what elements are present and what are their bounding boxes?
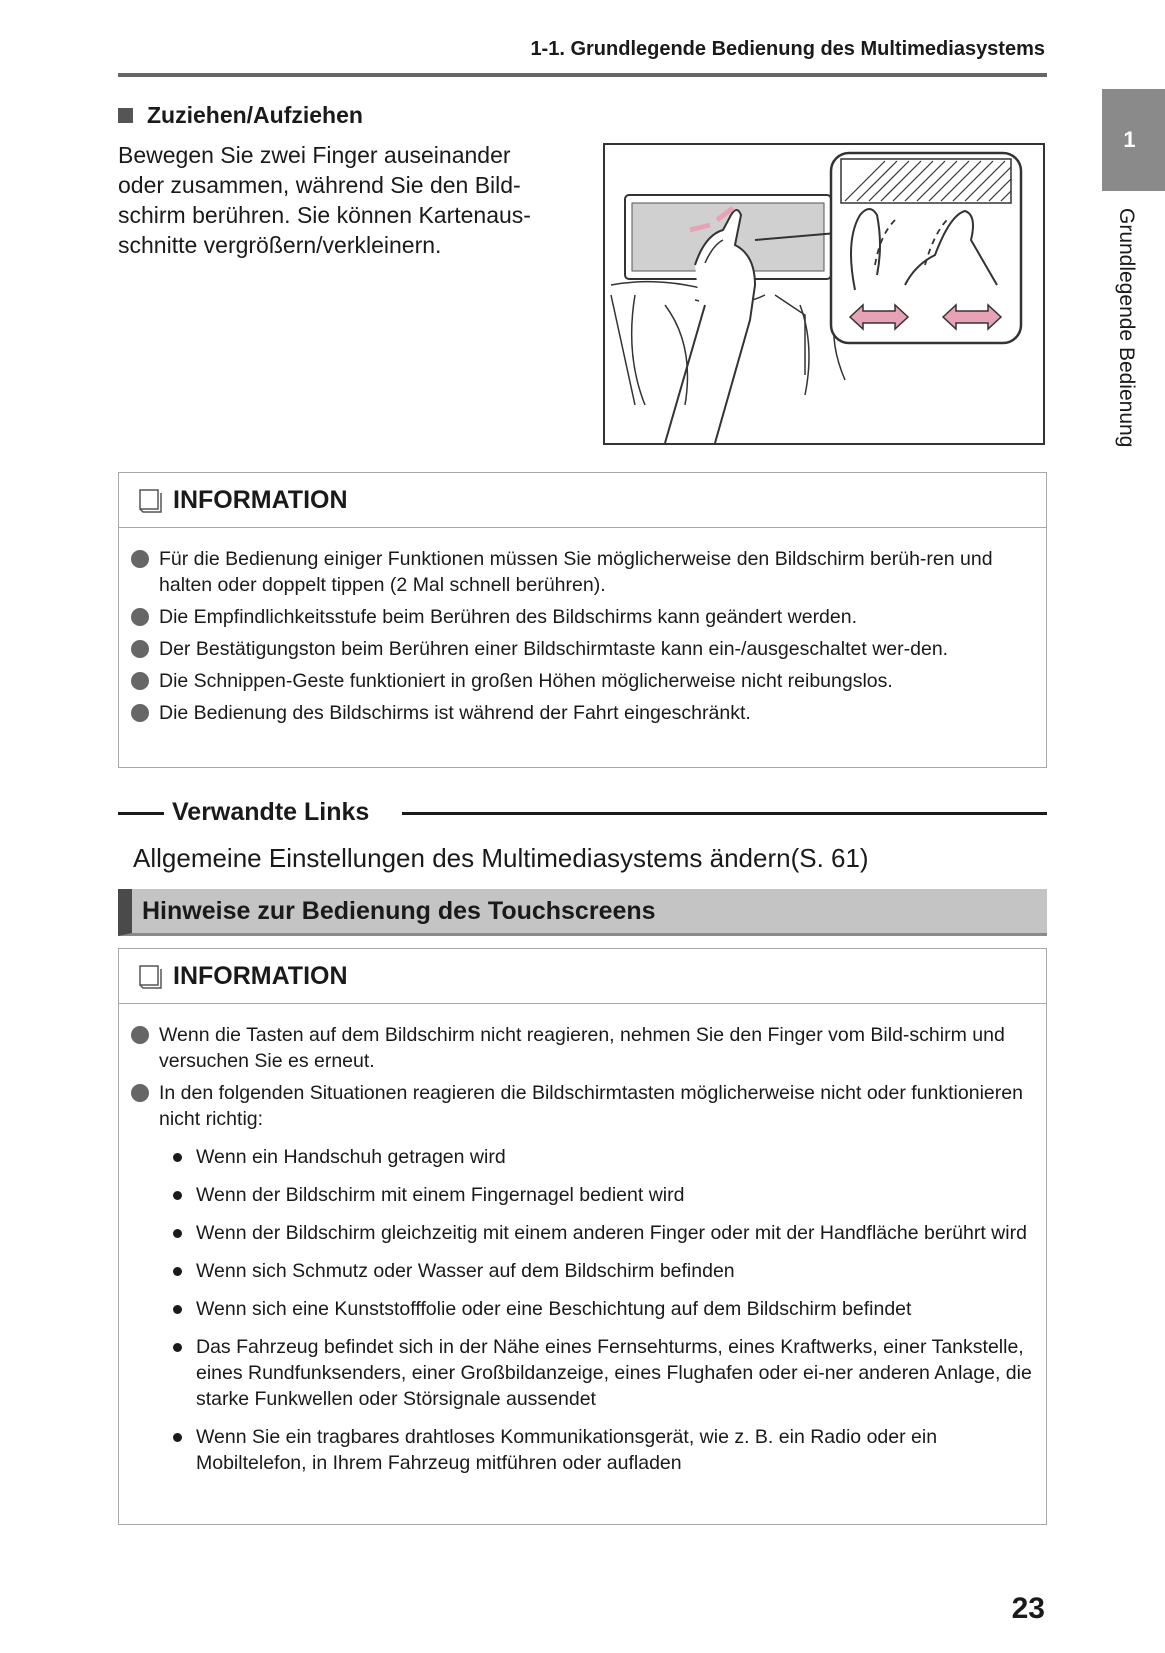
list-item-text: In den folgenden Situationen reagieren die Bildschirmtasten möglicherweise nicht oder funktionieren nicht richtig: — [159, 1082, 1023, 1130]
square-bullet-icon — [118, 108, 133, 123]
sub-list-item — [173, 1334, 1032, 1412]
pinch-gesture-illustration — [603, 143, 1045, 445]
bullet-dot-icon — [131, 704, 149, 722]
page-header-title: 1-1. Grundlegende Bedienung des Multimediasystems — [530, 38, 1045, 60]
list-item — [131, 636, 1032, 662]
sub-list-item — [173, 1296, 1032, 1322]
intro-line: oder zusammen, während Sie den Bild- — [118, 172, 521, 198]
small-bullet-icon — [173, 1153, 182, 1162]
links-rule-right — [402, 812, 1047, 815]
section-heading — [118, 102, 363, 129]
information-list — [119, 528, 1046, 742]
list-item — [131, 546, 1032, 598]
information-list — [119, 1004, 1046, 1486]
sub-list-item — [173, 1220, 1032, 1246]
list-item — [131, 604, 1032, 630]
touchscreen-section-heading: Hinweise zur Bedienung des Touchscreens — [118, 889, 1047, 936]
information-title: INFORMATION — [173, 961, 348, 990]
information-header — [119, 473, 1046, 528]
bullet-dot-icon — [131, 550, 149, 568]
intro-paragraph — [118, 140, 578, 260]
information-box-2 — [118, 948, 1047, 1525]
sub-list-item-text: Wenn der Bildschirm gleichzeitig mit einem anderen Finger oder mit der Handfläche berührt wird — [196, 1222, 1027, 1244]
sub-list-item-text: Wenn ein Handschuh getragen wird — [196, 1146, 506, 1168]
small-bullet-icon — [173, 1267, 182, 1276]
book-icon — [137, 487, 163, 513]
bullet-dot-icon — [131, 608, 149, 626]
related-link[interactable]: Allgemeine Einstellungen des Multimediasystems ändern(S. 61) — [133, 843, 869, 873]
list-item — [131, 1080, 1032, 1132]
sub-list-item-text: Wenn sich Schmutz oder Wasser auf dem Bildschirm befinden — [196, 1260, 735, 1282]
arm-outline — [665, 305, 705, 443]
sub-list-item — [173, 1182, 1032, 1208]
bullet-dot-icon — [131, 640, 149, 658]
list-item-text: Wenn die Tasten auf dem Bildschirm nicht reagieren, nehmen Sie den Finger vom Bild-schirm und versuchen Sie es erneut. — [159, 1024, 1005, 1072]
sub-list-item — [173, 1424, 1032, 1476]
bullet-dot-icon — [131, 1026, 149, 1044]
list-item — [131, 668, 1032, 694]
dashboard-line — [611, 295, 635, 405]
bullet-dot-icon — [131, 672, 149, 690]
small-bullet-icon — [173, 1191, 182, 1200]
list-item-text: Die Empfindlichkeitsstufe beim Berühren des Bildschirms kann geändert werden. — [159, 606, 858, 628]
list-item — [131, 700, 1032, 726]
bullet-dot-icon — [131, 1084, 149, 1102]
dashboard-line — [665, 305, 688, 405]
chapter-side-label: Grundlegende Bedienung — [1115, 208, 1138, 448]
chapter-tab: 1 — [1102, 89, 1165, 191]
sub-list-item-text: Wenn Sie ein tragbares drahtloses Kommunikationsgerät, wie z. B. ein Radio oder ein Mobiltelefon, in Ihrem Fahrzeug mitführen oder aufladen — [196, 1426, 938, 1474]
page-number: 23 — [1011, 1592, 1045, 1625]
intro-line: schnitte vergrößern/verkleinern. — [118, 232, 442, 258]
links-rule-left — [118, 812, 164, 815]
header-divider — [118, 73, 1047, 77]
section-heading-text: Zuziehen/Aufziehen — [147, 102, 363, 128]
information-header — [119, 949, 1046, 1004]
sub-list-item — [173, 1144, 1032, 1170]
related-links-title: Verwandte Links — [172, 798, 370, 826]
dashboard-line — [632, 295, 645, 405]
sub-list-item-text: Wenn sich eine Kunststofffolie oder eine Beschichtung auf dem Bildschirm befindet — [196, 1298, 912, 1320]
small-bullet-icon — [173, 1433, 182, 1442]
list-item — [131, 1022, 1032, 1074]
pinch-illustration-svg — [605, 145, 1043, 443]
small-bullet-icon — [173, 1343, 182, 1352]
intro-line: schirm berühren. Sie können Kartenaus- — [118, 202, 531, 228]
small-bullet-icon — [173, 1305, 182, 1314]
information-title: INFORMATION — [173, 485, 348, 514]
book-icon — [137, 963, 163, 989]
sub-list-item-text: Wenn der Bildschirm mit einem Fingernagel bedient wird — [196, 1184, 685, 1206]
small-bullet-icon — [173, 1229, 182, 1238]
list-item-text: Der Bestätigungston beim Berühren einer Bildschirmtaste kann ein-/ausgeschaltet wer-den. — [159, 638, 949, 660]
list-item-text: Die Schnippen-Geste funktioniert in großen Höhen möglicherweise nicht reibungslos. — [159, 670, 893, 692]
sub-list-item-text: Das Fahrzeug befindet sich in der Nähe eines Fernsehturms, eines Kraftwerks, einer Tankstelle, eines Rundfunksenders, einer Großbildanzeige, eines Flughafen oder ei-ner anderen Anlage, die starke Funkwellen oder Störsignale aussendet — [196, 1336, 1032, 1410]
list-item-text: Die Bedienung des Bildschirms ist während der Fahrt eingeschränkt. — [159, 702, 751, 724]
sub-list-item — [173, 1258, 1032, 1284]
list-item-text: Für die Bedienung einiger Funktionen müssen Sie möglicherweise den Bildschirm berüh-ren und halten oder doppelt tippen (2 Mal schnell berühren). — [159, 548, 993, 596]
intro-line: Bewegen Sie zwei Finger auseinander — [118, 142, 511, 168]
information-box-1 — [118, 472, 1047, 768]
